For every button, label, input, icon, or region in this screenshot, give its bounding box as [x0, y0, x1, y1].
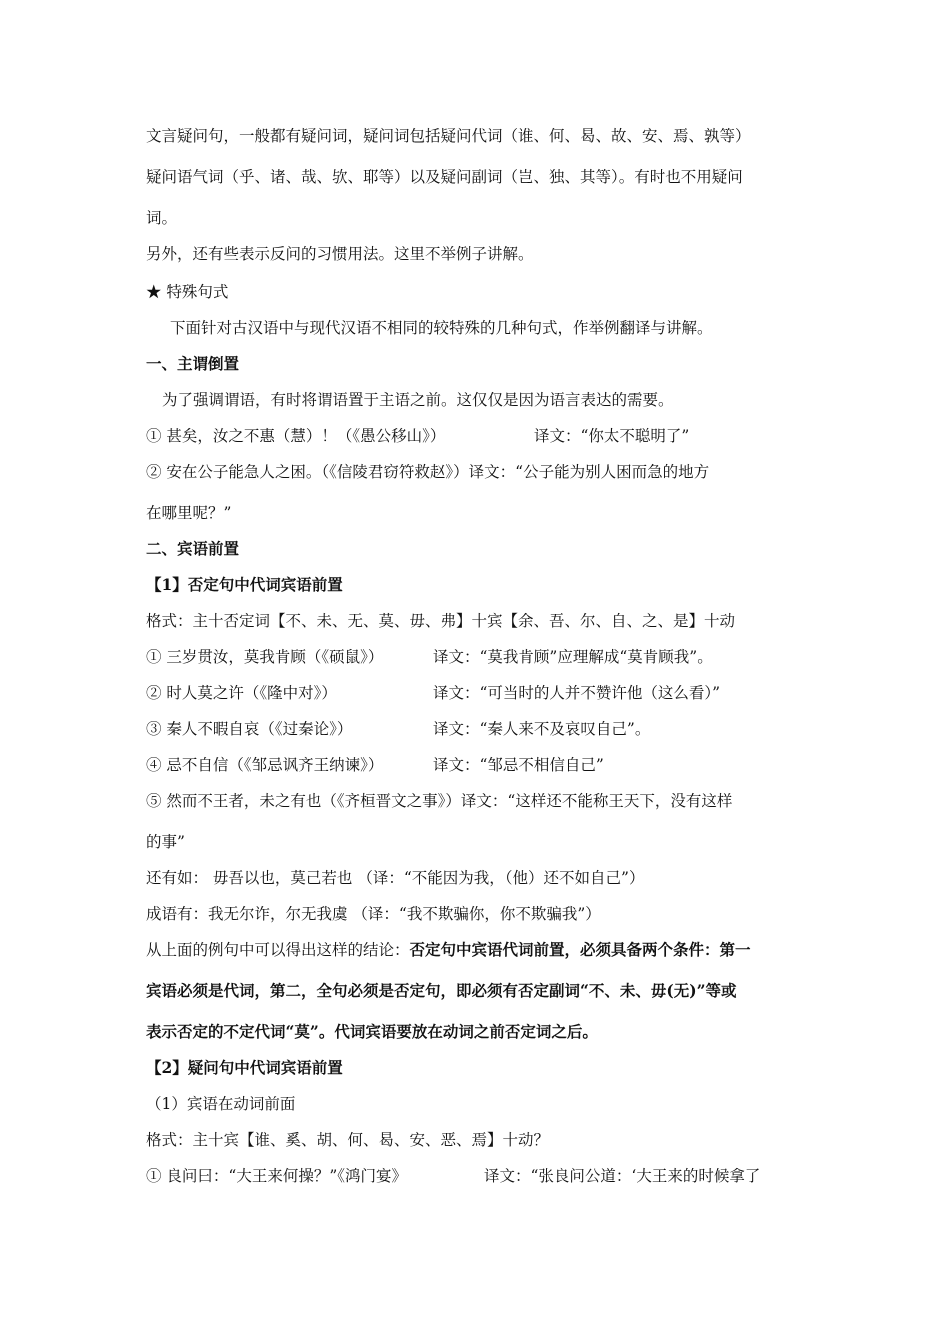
example-translation: 译文：“可当时的人并不赞许他（这么看）”: [433, 684, 721, 702]
conclusion-prefix: 从上面的例句中可以得出这样的结论：: [146, 941, 410, 959]
example-source: ② 时人莫之许（《隆中对》）: [146, 684, 337, 702]
paragraph-line: 词。: [146, 209, 178, 227]
paragraph-line: 成语有：我无尔诈，尔无我虞 （译：“我不欺骗你，你不欺骗我”）: [146, 905, 601, 923]
section-title-special-sentences: ★ 特殊句式: [146, 283, 229, 301]
conclusion-line: 表示否定的不定代词“莫”。代词宾语要放在动词之前否定词之后。: [146, 1022, 598, 1041]
example-line: [146, 719, 846, 739]
example-translation: 译文：“你太不聪明了”: [534, 427, 690, 445]
example-translation: 译文：“张良问公道：‘大王来的时候拿了: [484, 1167, 761, 1185]
heading-subject-predicate-inversion: 一、主谓倒置: [146, 354, 240, 373]
paragraph-line: 疑问语气词（乎、诸、哉、欤、耶等）以及疑问副词（岂、独、其等）。有时也不用疑问: [146, 168, 743, 186]
example-source: ③ 秦人不暇自哀（《过秦论》）: [146, 720, 353, 738]
paragraph-line: 文言疑问句，一般都有疑问词，疑问词包括疑问代词（谁、何、曷、故、安、焉、孰等）: [146, 127, 751, 145]
conclusion-line: [146, 940, 751, 960]
example-line: [146, 426, 846, 446]
example-line: ⑤ 然而不王者，未之有也（《齐桓晋文之事》）译文：“这样还不能称王天下，没有这样: [146, 792, 733, 810]
example-source: ① 三岁贯汝，莫我肯顾（《硕鼠》）: [146, 648, 384, 666]
example-line: 在哪里呢？”: [146, 504, 232, 522]
example-line: 的事”: [146, 833, 185, 851]
example-line: [146, 1166, 846, 1186]
paragraph-line: 为了强调谓语，有时将谓语置于主语之前。这仅仅是因为语言表达的需要。: [162, 391, 674, 409]
example-source: ① 甚矣，汝之不惠（慧）！（《愚公移山》）: [146, 427, 446, 445]
subheading-negative-sentences: 【1】否定句中代词宾语前置: [146, 575, 343, 594]
paragraph-line: 另外，还有些表示反问的习惯用法。这里不举例子讲解。: [146, 245, 534, 263]
example-line: ② 安在公子能急人之困。（《信陵君窃符救赵》）译文：“公子能为别人困而急的地方: [146, 463, 710, 481]
example-source: ④ 忌不自信（《邹忌讽齐王纳谏》）: [146, 756, 384, 774]
example-source: ① 良问曰：“大王来何操？”《鸿门宴》: [146, 1167, 408, 1185]
format-line: 格式：主十宾【谁、奚、胡、何、曷、安、恶、焉】十动？: [146, 1131, 550, 1149]
example-translation: 译文：“邹忌不相信自己”: [433, 756, 604, 774]
subheading-interrogative-sentences: 【2】疑问句中代词宾语前置: [146, 1058, 343, 1077]
example-line: [146, 647, 846, 667]
paragraph-line: 下面针对古汉语中与现代汉语不相同的较特殊的几种句式，作举例翻译与讲解。: [170, 319, 713, 337]
example-line: [146, 683, 846, 703]
example-translation: 译文：“莫我肯顾”应理解成“莫肯顾我”。: [433, 648, 713, 666]
format-line: 格式：主十否定词【不、未、无、莫、毋、弗】十宾【余、吾、尔、自、之、是】十动: [146, 612, 736, 630]
heading-object-preposing: 二、宾语前置: [146, 539, 240, 558]
example-translation: 译文：“秦人来不及哀叹自己”。: [433, 720, 651, 738]
conclusion-line: 宾语必须是代词，第二，全句必须是否定句，即必须有否定副词“不、未、毋(无)”等或: [146, 981, 737, 1000]
example-line: [146, 755, 846, 775]
paragraph-line: 还有如： 毋吾以也，莫己若也 （译：“不能因为我，（他）还不如自己”）: [146, 869, 645, 887]
subheading-object-before-verb: （1）宾语在动词前面: [146, 1095, 296, 1113]
conclusion-emphasis: 否定句中宾语代词前置，必须具备两个条件：第一: [409, 940, 751, 959]
